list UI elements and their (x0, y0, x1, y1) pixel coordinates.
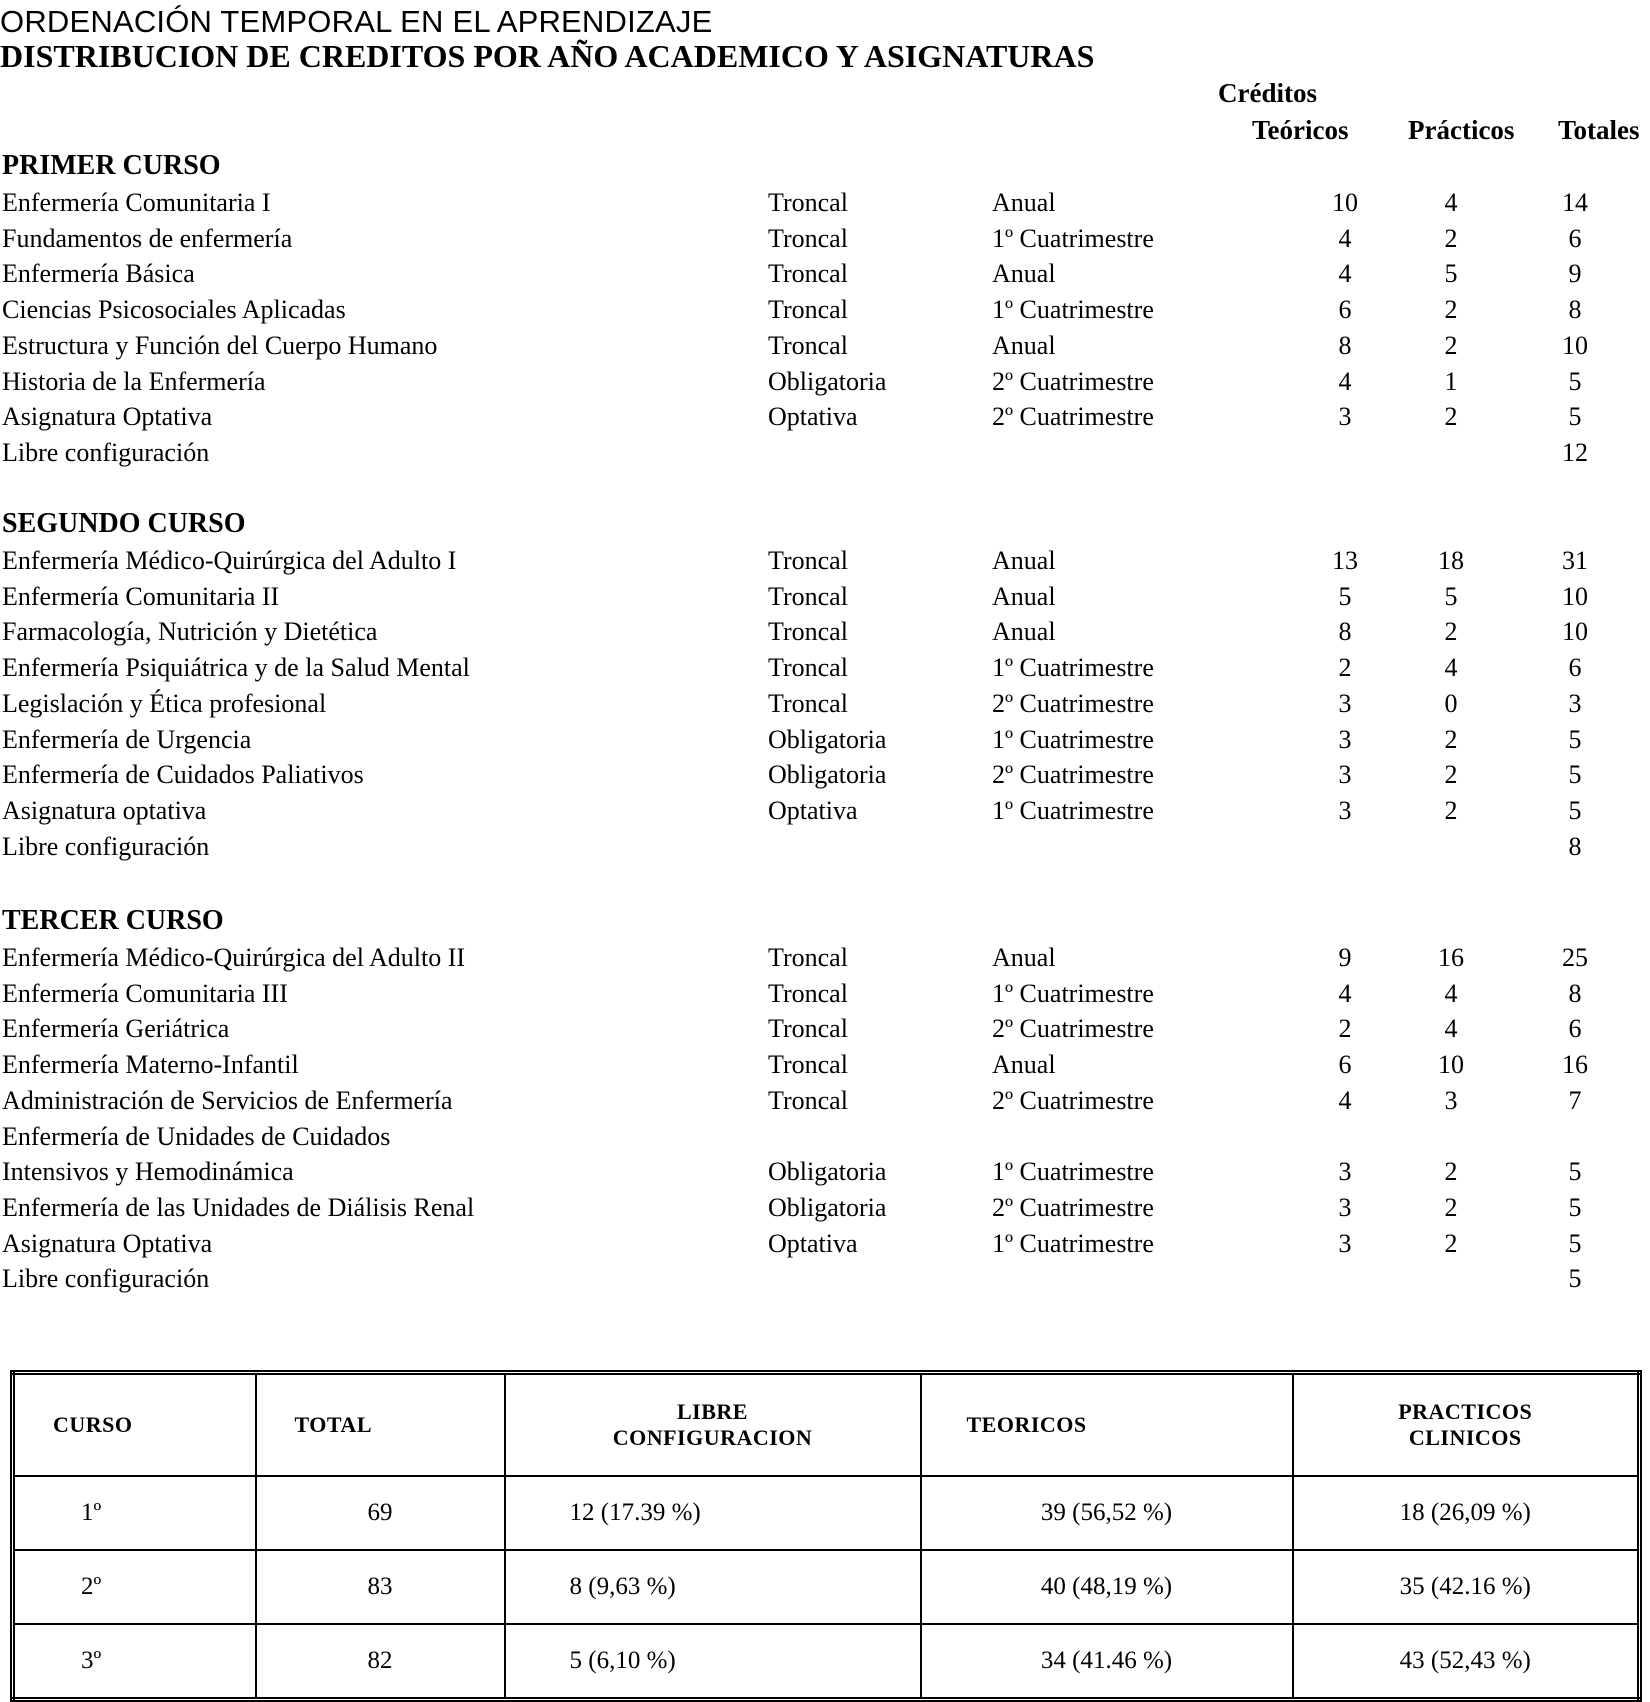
subject-name: Enfermería Básica (2, 259, 195, 288)
credits-theory: 6 (1338, 1050, 1352, 1079)
credits-theory: 3 (1338, 402, 1352, 431)
subject-type: Troncal (768, 295, 848, 324)
summary-cell: 69 (256, 1476, 505, 1550)
credits-practice: 2 (1444, 725, 1458, 754)
credits-practice: 4 (1444, 979, 1458, 1008)
subject-name: Enfermería Comunitaria II (2, 582, 280, 611)
credits-practice: 1 (1444, 367, 1458, 396)
subject-row (0, 977, 1650, 1011)
subject-period: 2º Cuatrimestre (992, 760, 1154, 789)
subject-period: Anual (992, 331, 1056, 360)
subject-period: 1º Cuatrimestre (992, 979, 1154, 1008)
credits-total: 9 (1568, 259, 1582, 288)
subject-name: Intensivos y Hemodinámica (2, 1157, 294, 1186)
credits-practice: 0 (1444, 689, 1458, 718)
subject-type: Troncal (768, 546, 848, 575)
credits-theory: 6 (1338, 295, 1352, 324)
credits-theory: 4 (1338, 1086, 1352, 1115)
credits-theory: 8 (1338, 617, 1352, 646)
subject-name: Administración de Servicios de Enfermería (2, 1086, 453, 1115)
subject-period: Anual (992, 617, 1056, 646)
subject-type: Troncal (768, 617, 848, 646)
subject-period: 2º Cuatrimestre (992, 402, 1154, 431)
credits-theory: 3 (1338, 1229, 1352, 1258)
summary-cell: 43 (52,43 %) (1293, 1624, 1640, 1700)
subject-period: 1º Cuatrimestre (992, 224, 1154, 253)
subject-period: 2º Cuatrimestre (992, 1014, 1154, 1043)
subject-period: Anual (992, 546, 1056, 575)
credits-theory: 2 (1338, 1014, 1352, 1043)
subject-row (0, 329, 1650, 363)
summary-header-teoricos: TEORICOS (921, 1373, 1293, 1477)
subject-period: 1º Cuatrimestre (992, 796, 1154, 825)
subject-type: Troncal (768, 979, 848, 1008)
subject-period: 2º Cuatrimestre (992, 689, 1154, 718)
subject-type: Troncal (768, 259, 848, 288)
credits-theory: 3 (1338, 1193, 1352, 1222)
subject-name: Farmacología, Nutrición y Dietética (2, 617, 378, 646)
document-title: ORDENACIÓN TEMPORAL EN EL APRENDIZAJE (0, 4, 713, 39)
subject-row (0, 257, 1650, 291)
credits-total: 5 (1568, 367, 1582, 396)
summary-cell: 8 (9,63 %) (505, 1550, 921, 1624)
credits-practice: 10 (1438, 1050, 1464, 1079)
credits-theory: 3 (1338, 725, 1352, 754)
summary-cell: 35 (42.16 %) (1293, 1550, 1640, 1624)
subject-name: Asignatura Optativa (2, 1229, 213, 1258)
subject-period: 1º Cuatrimestre (992, 1229, 1154, 1258)
subject-row (0, 580, 1650, 614)
summary-cell: 2º (13, 1550, 256, 1624)
subject-row (0, 1084, 1650, 1118)
subject-name: Enfermería Médico-Quirúrgica del Adulto II (2, 943, 466, 972)
summary-row (13, 1476, 1640, 1550)
credits-practice: 2 (1444, 760, 1458, 789)
subject-period: 1º Cuatrimestre (992, 653, 1154, 682)
subject-name: Enfermería Psiquiátrica y de la Salud Mental (2, 653, 470, 682)
section-title: PRIMER CURSO (2, 150, 221, 181)
subject-period: 1º Cuatrimestre (992, 725, 1154, 754)
credits-total: 5 (1568, 1264, 1582, 1293)
subject-name: Ciencias Psicosociales Aplicadas (2, 295, 346, 324)
summary-row (13, 1550, 1640, 1624)
credits-total: 5 (1568, 402, 1582, 431)
subject-name: Enfermería Geriátrica (2, 1014, 230, 1043)
subject-row (0, 1048, 1650, 1082)
subject-period: 2º Cuatrimestre (992, 367, 1154, 396)
credits-total: 8 (1568, 295, 1582, 324)
subject-name: Libre configuración (2, 832, 210, 861)
subject-name: Enfermería Materno-Infantil (2, 1050, 299, 1079)
credits-total: 5 (1568, 1157, 1582, 1186)
credits-practice: 2 (1444, 1229, 1458, 1258)
subject-period: Anual (992, 943, 1056, 972)
credits-total: 16 (1562, 1050, 1588, 1079)
credits-practice: 2 (1444, 1193, 1458, 1222)
subject-type: Optativa (768, 796, 858, 825)
credits-total: 6 (1568, 653, 1582, 682)
subject-name: Libre configuración (2, 438, 210, 467)
credits-total: 10 (1562, 331, 1588, 360)
credits-total: 3 (1568, 689, 1582, 718)
summary-cell: 12 (17.39 %) (505, 1476, 921, 1550)
summary-header-row (13, 1373, 1640, 1477)
subject-type: Obligatoria (768, 760, 887, 789)
subject-name: Asignatura Optativa (2, 402, 213, 431)
credits-practice: 2 (1444, 796, 1458, 825)
col-header-teoricos: Teóricos (1252, 115, 1349, 145)
subject-row (0, 1262, 1650, 1296)
subject-name: Asignatura optativa (2, 796, 207, 825)
credits-total: 31 (1562, 546, 1588, 575)
subject-type: Troncal (768, 188, 848, 217)
subject-name: Libre configuración (2, 1264, 210, 1293)
summary-cell: 5 (6,10 %) (505, 1624, 921, 1700)
subject-type: Optativa (768, 402, 858, 431)
subject-row (0, 436, 1650, 470)
credits-theory: 5 (1338, 582, 1352, 611)
credits-total: 6 (1568, 1014, 1582, 1043)
credits-practice: 3 (1444, 1086, 1458, 1115)
credits-practice: 2 (1444, 331, 1458, 360)
credits-total: 7 (1568, 1086, 1582, 1115)
subject-name: Enfermería Comunitaria I (2, 188, 271, 217)
summary-cell: 39 (56,52 %) (921, 1476, 1293, 1550)
subject-row (0, 1155, 1650, 1189)
subject-name: Historia de la Enfermería (2, 367, 266, 396)
subject-row (0, 293, 1650, 327)
subject-row (0, 723, 1650, 757)
subject-period: Anual (992, 582, 1056, 611)
subject-name: Enfermería Médico-Quirúrgica del Adulto I (2, 546, 457, 575)
credits-practice: 4 (1444, 1014, 1458, 1043)
col-header-totales: Totales (1558, 115, 1640, 145)
subject-period: Anual (992, 259, 1056, 288)
credits-practice: 2 (1444, 1157, 1458, 1186)
subject-period: 1º Cuatrimestre (992, 295, 1154, 324)
credits-theory: 13 (1332, 546, 1358, 575)
subject-period: 2º Cuatrimestre (992, 1193, 1154, 1222)
credits-total: 5 (1568, 1193, 1582, 1222)
credits-theory: 4 (1338, 224, 1352, 253)
credits-theory: 4 (1338, 259, 1352, 288)
summary-cell: 3º (13, 1624, 256, 1700)
credits-practice: 2 (1444, 617, 1458, 646)
summary-cell: 34 (41.46 %) (921, 1624, 1293, 1700)
credits-practice: 16 (1438, 943, 1464, 972)
summary-cell: 82 (256, 1624, 505, 1700)
subject-row (0, 687, 1650, 721)
credits-theory: 2 (1338, 653, 1352, 682)
summary-header-curso: CURSO (13, 1373, 256, 1477)
credits-total: 5 (1568, 760, 1582, 789)
subject-period: Anual (992, 188, 1056, 217)
subject-type: Obligatoria (768, 1157, 887, 1186)
subject-type: Obligatoria (768, 725, 887, 754)
credits-total: 5 (1568, 796, 1582, 825)
subject-name: Enfermería Comunitaria III (2, 979, 288, 1008)
subject-type: Troncal (768, 943, 848, 972)
credits-practice: 4 (1444, 188, 1458, 217)
credits-theory: 8 (1338, 331, 1352, 360)
subject-type: Troncal (768, 1086, 848, 1115)
subject-row (0, 1191, 1650, 1225)
credits-total: 10 (1562, 582, 1588, 611)
subject-row (0, 1012, 1650, 1046)
subject-row (0, 1227, 1650, 1261)
credits-practice: 5 (1444, 582, 1458, 611)
credits-total: 10 (1562, 617, 1588, 646)
subject-type: Troncal (768, 689, 848, 718)
summary-row (13, 1624, 1640, 1700)
creditos-label: Créditos (1218, 78, 1317, 108)
subject-period: 2º Cuatrimestre (992, 1086, 1154, 1115)
summary-table (10, 1370, 1642, 1702)
subject-row (0, 1120, 1650, 1154)
col-header-practicos: Prácticos (1408, 115, 1515, 145)
subject-type: Optativa (768, 1229, 858, 1258)
subject-type: Troncal (768, 1014, 848, 1043)
subject-type: Troncal (768, 1050, 848, 1079)
credits-total: 8 (1568, 979, 1582, 1008)
subject-row (0, 758, 1650, 792)
subject-row (0, 941, 1650, 975)
summary-header-libre: LIBRE CONFIGURACION (505, 1373, 921, 1477)
subject-type: Troncal (768, 224, 848, 253)
subject-period: Anual (992, 1050, 1056, 1079)
subject-row (0, 615, 1650, 649)
credits-theory: 3 (1338, 1157, 1352, 1186)
summary-cell: 18 (26,09 %) (1293, 1476, 1640, 1550)
subject-row (0, 830, 1650, 864)
subject-type: Troncal (768, 582, 848, 611)
credits-total: 25 (1562, 943, 1588, 972)
summary-header-practicos: PRACTICOS CLINICOS (1293, 1373, 1640, 1477)
credits-theory: 3 (1338, 796, 1352, 825)
credits-theory: 10 (1332, 188, 1358, 217)
credits-total: 14 (1562, 188, 1588, 217)
credits-theory: 3 (1338, 689, 1352, 718)
subject-type: Troncal (768, 653, 848, 682)
credits-practice: 4 (1444, 653, 1458, 682)
subject-name: Enfermería de Urgencia (2, 725, 252, 754)
subject-row (0, 544, 1650, 578)
credits-practice: 2 (1444, 402, 1458, 431)
credits-practice: 2 (1444, 295, 1458, 324)
credits-theory: 4 (1338, 367, 1352, 396)
credits-theory: 3 (1338, 760, 1352, 789)
subject-type: Troncal (768, 331, 848, 360)
subject-row (0, 186, 1650, 220)
subject-row (0, 365, 1650, 399)
subject-name: Estructura y Función del Cuerpo Humano (2, 331, 438, 360)
credits-total: 6 (1568, 224, 1582, 253)
credits-total: 5 (1568, 725, 1582, 754)
summary-cell: 40 (48,19 %) (921, 1550, 1293, 1624)
summary-header-total: TOTAL (256, 1373, 505, 1477)
subject-type: Obligatoria (768, 1193, 887, 1222)
credits-theory: 4 (1338, 979, 1352, 1008)
subject-name: Fundamentos de enfermería (2, 224, 293, 253)
subject-row (0, 222, 1650, 256)
summary-cell: 1º (13, 1476, 256, 1550)
subject-name: Legislación y Ética profesional (2, 689, 327, 718)
subject-row (0, 400, 1650, 434)
subject-row (0, 651, 1650, 685)
credits-theory: 9 (1338, 943, 1352, 972)
credits-total: 12 (1562, 438, 1588, 467)
section-title: SEGUNDO CURSO (2, 508, 246, 539)
credits-practice: 2 (1444, 224, 1458, 253)
subject-name: Enfermería de Unidades de Cuidados (2, 1122, 391, 1151)
subject-period: 1º Cuatrimestre (992, 1157, 1154, 1186)
subject-name: Enfermería de las Unidades de Diálisis Renal (2, 1193, 475, 1222)
section-title: TERCER CURSO (2, 905, 224, 936)
document-subtitle: DISTRIBUCION DE CREDITOS POR AÑO ACADEMICO Y ASIGNATURAS (0, 38, 1095, 74)
credits-total: 8 (1568, 832, 1582, 861)
subject-type: Obligatoria (768, 367, 887, 396)
credits-total: 5 (1568, 1229, 1582, 1258)
subject-row (0, 794, 1650, 828)
summary-cell: 83 (256, 1550, 505, 1624)
credits-practice: 5 (1444, 259, 1458, 288)
credits-practice: 18 (1438, 546, 1464, 575)
subject-name: Enfermería de Cuidados Paliativos (2, 760, 364, 789)
